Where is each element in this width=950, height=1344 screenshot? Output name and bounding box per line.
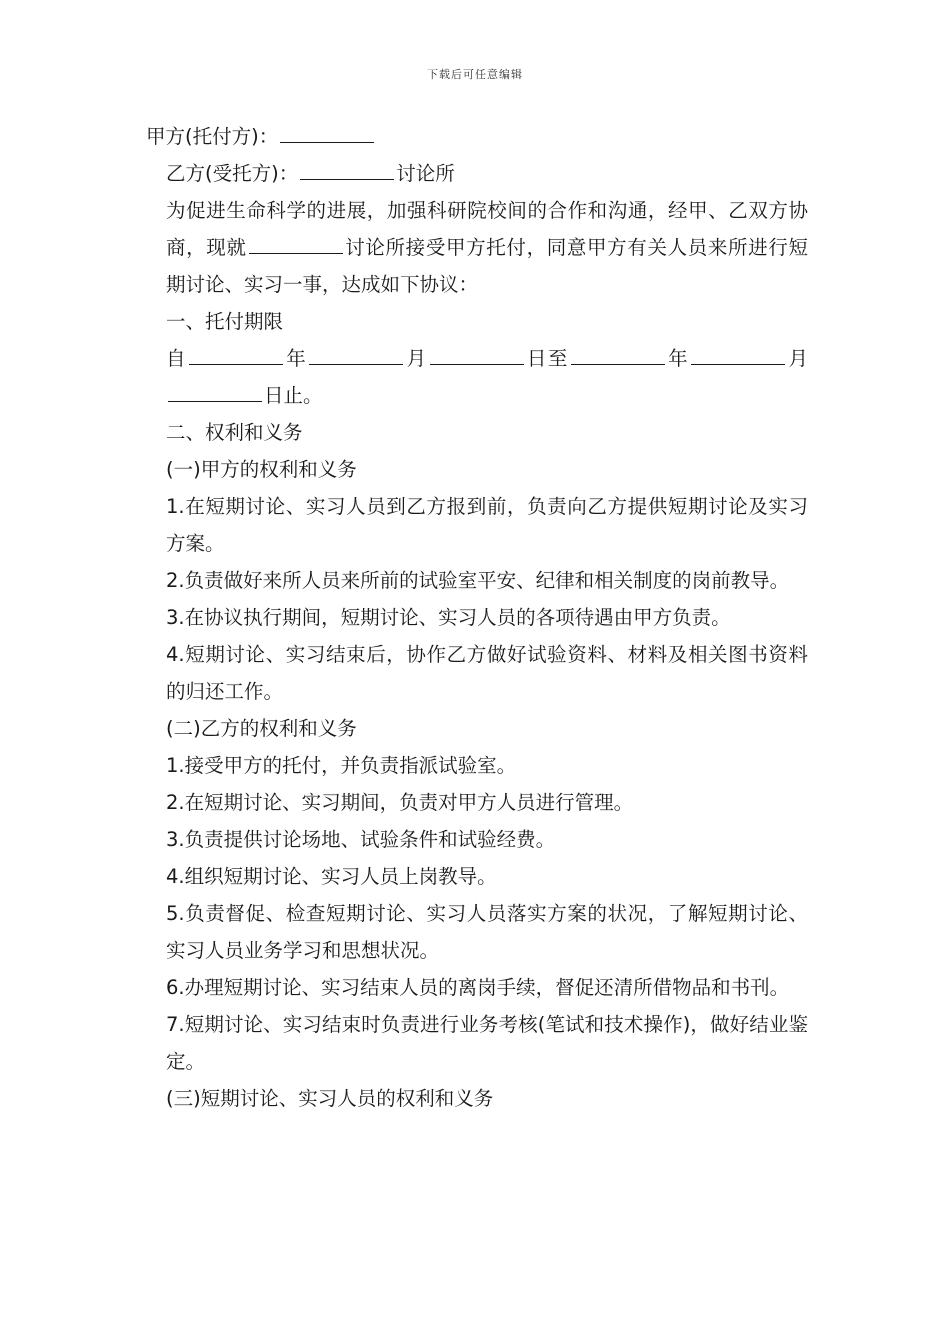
period-day-end: 日止。: [264, 384, 323, 407]
sub1-item-2: 2.负责做好来所人员来所前的试验室平安、纪律和相关制度的岗前教导。: [166, 569, 790, 592]
sub2-item-6: 6.办理短期讨论、实习结束人员的离岗手续，督促还清所借物品和书刊。: [166, 976, 790, 999]
period-paragraph: [146, 340, 808, 414]
period-from: 自: [166, 347, 187, 370]
period-day-to: 日至: [525, 347, 569, 370]
sub2-item-5: 5.负责督促、检查短期讨论、实习人员落实方案的状况，了解短期讨论、实习人员业务学习和思想状况。: [166, 902, 808, 962]
sub2-title: (二)乙方的权利和义务: [166, 717, 357, 740]
sub1-item-3: 3.在协议执行期间，短期讨论、实习人员的各项待遇由甲方负责。: [166, 606, 731, 629]
party-b-line: [146, 155, 808, 192]
party-a-blank: [280, 120, 374, 143]
preamble-paragraph: [146, 192, 808, 303]
period-blank-month1: [309, 342, 403, 365]
sub1-item-1: 1.在短期讨论、实习人员到乙方报到前，负责向乙方提供短期讨论及实习方案。: [166, 495, 808, 555]
sub2-item-4: 4.组织短期讨论、实习人员上岗教导。: [166, 865, 497, 888]
period-blank-day1: [430, 342, 524, 365]
document-body: [146, 118, 808, 1117]
sub3-title: (三)短期讨论、实习人员的权利和义务: [166, 1087, 494, 1110]
party-a-line: [146, 118, 808, 155]
sub2-item-1: 1.接受甲方的托付，并负责指派试验室。: [166, 754, 517, 777]
header-note: 下载后可任意编辑: [427, 68, 523, 81]
party-a-label: 甲方(托付方)：: [146, 125, 279, 148]
sub2-item-2: 2.在短期讨论、实习期间，负责对甲方人员进行管理。: [166, 791, 634, 814]
party-b-blank: [300, 157, 394, 180]
period-blank-month2: [691, 342, 785, 365]
party-b-suffix: 讨论所: [396, 162, 455, 185]
preamble-part2: 讨论所接受甲方托付，同意甲方有关人员来所进行短期讨论、实习一事，达成如下协议：: [166, 236, 808, 296]
period-blank-day2: [168, 379, 262, 402]
preamble-part1: 为促进生命科学的进展，加强科研院校间的合作和沟通，经甲、乙双方协商，现就: [166, 199, 808, 259]
section2-title: 二、权利和义务: [166, 421, 303, 444]
period-year1: 年: [284, 347, 308, 370]
period-month1: 月: [405, 347, 428, 370]
sub1-title: (一)甲方的权利和义务: [166, 458, 357, 481]
sub2-item-3: 3.负责提供讨论场地、试验条件和试验经费。: [166, 828, 556, 851]
sub1-item-4: 4.短期讨论、实习结束后，协作乙方做好试验资料、材料及相关图书资料的归还工作。: [166, 643, 808, 703]
period-blank-year2: [571, 342, 665, 365]
period-month2: 月: [787, 347, 808, 370]
sub2-item-7: 7.短期讨论、实习结束时负责进行业务考核(笔试和技术操作)，做好结业鉴定。: [166, 1013, 808, 1073]
party-b-label: 乙方(受托方)：: [166, 162, 299, 185]
preamble-blank: [249, 231, 343, 254]
period-blank-year1: [189, 342, 283, 365]
section1-title: 一、托付期限: [166, 310, 284, 333]
period-year2: 年: [666, 347, 690, 370]
